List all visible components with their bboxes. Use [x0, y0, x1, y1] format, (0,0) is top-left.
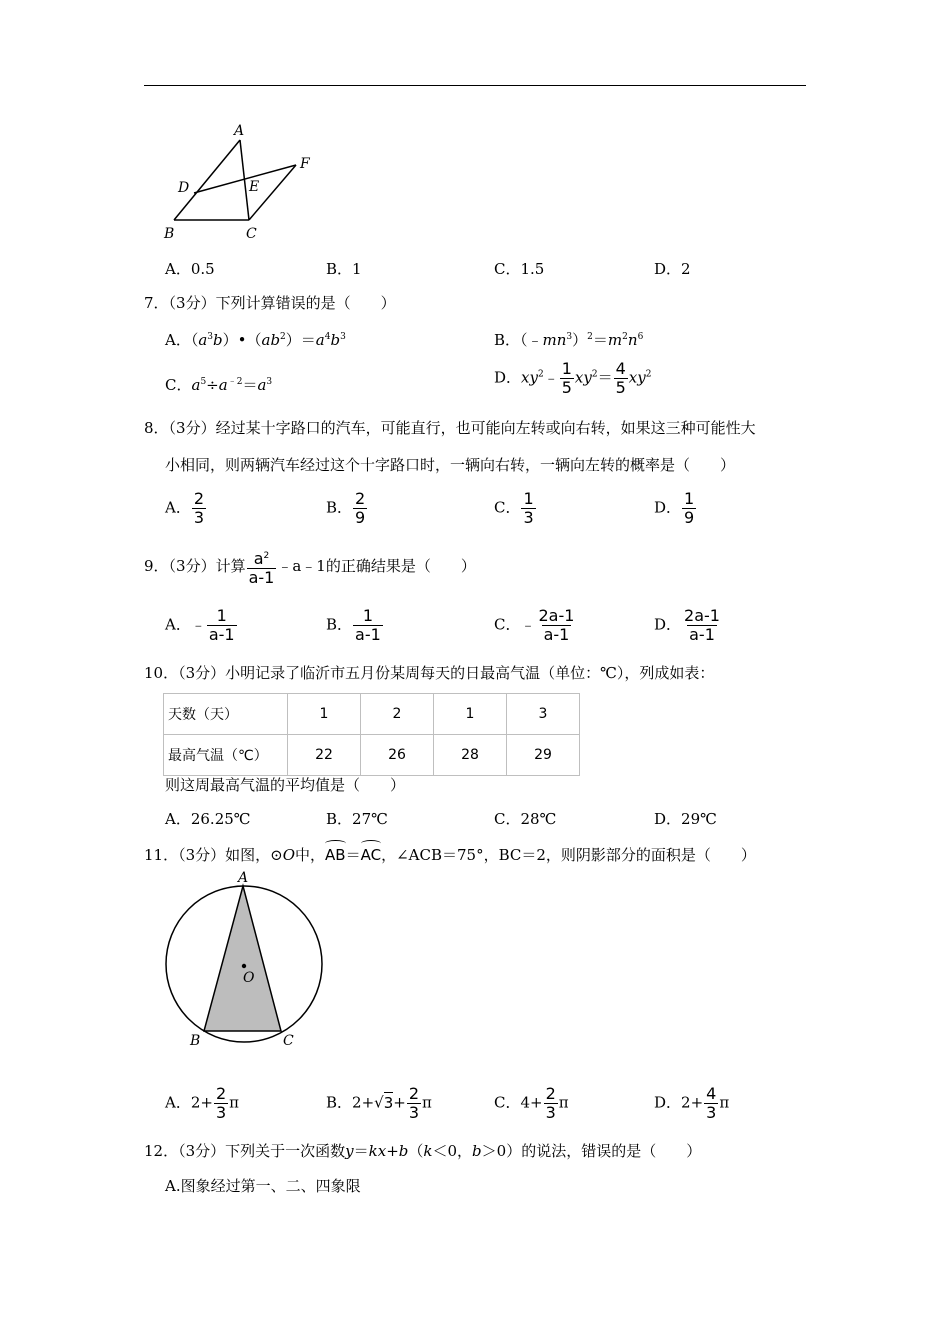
q8-line2: 小相同，则两辆汽车经过这个十字路口时，一辆向右转，一辆向左转的概率是（ ）	[165, 456, 736, 474]
q6-option-a: A．0.5	[165, 260, 215, 278]
label-B: B	[190, 1033, 201, 1049]
q12-stem: 12．（3分）下列关于一次函数y＝kx+b（k＜0，b＞0）的说法，错误的是（ ）	[144, 1142, 702, 1160]
q7-stem: 7．（3分）下列计算错误的是（ ）	[144, 294, 396, 312]
q12-option-a: A.图象经过第一、二、四象限	[165, 1177, 361, 1195]
q7-option-c: C．$a^5\div a^{﹣2}=a^3$	[165, 376, 273, 394]
label-O: O	[243, 970, 255, 986]
table-row	[164, 694, 580, 735]
label-E: E	[249, 179, 260, 195]
q6-option-c: C．1.5	[494, 260, 545, 278]
q9-option-d: D． $\frac{2a-1}{a-1}$	[654, 606, 720, 644]
table-cell: 1	[434, 694, 507, 735]
q9-option-b: B． $\frac{1}{a-1}$	[326, 606, 381, 644]
circle-figure-q11	[160, 868, 330, 1053]
table-cell: 22	[288, 735, 361, 776]
q7-option-d: D．$xy^2﹣$ $\frac{1}{5}$ $xy^2=$ $\frac{4}{5}$ $xy^2$	[494, 359, 652, 397]
table-cell: 29	[507, 735, 580, 776]
q10-option-d: D．29℃	[654, 810, 717, 828]
label-B: B	[164, 226, 175, 242]
label-C: C	[246, 226, 257, 242]
q8-option-b: B． $\frac{2}{9}$	[326, 489, 366, 527]
q8-option-c: C． $\frac{1}{3}$	[494, 489, 534, 527]
q6-option-b: B．1	[326, 260, 362, 278]
table-cell: 2	[361, 694, 434, 735]
temperature-table	[163, 693, 580, 776]
header-rule	[144, 85, 806, 86]
q6-option-d: D．2	[654, 260, 691, 278]
label-A: A	[238, 870, 249, 886]
geometry-figure-q6	[160, 118, 330, 243]
table-cell: 26	[361, 735, 434, 776]
label-F: F	[300, 156, 310, 172]
q8-option-d: D． $\frac{1}{9}$	[654, 489, 695, 527]
q9-stem: 9．（3分）计算 $\frac{a^2}{a-1}$ ﹣a﹣1的正确结果是（ ）	[144, 549, 476, 587]
table-cell: 3	[507, 694, 580, 735]
q11-option-a: A．2+ $\frac{2}{3}$ π	[165, 1084, 239, 1122]
q9-option-a: A．﹣ $\frac{1}{a-1}$	[165, 606, 235, 644]
table-row	[164, 735, 580, 776]
q7-option-a: A．$(a^3b)•(ab^2)=a^4b^3$	[165, 331, 346, 349]
q7-option-b: B．$(﹣mn^3)^2=m^2n^6$	[494, 331, 644, 349]
q11-option-d: D．2+ $\frac{4}{3}$ π	[654, 1084, 730, 1122]
q11-option-c: C．4+ $\frac{2}{3}$ π	[494, 1084, 569, 1122]
label-A: A	[234, 123, 245, 139]
q8-line1: 8．（3分）经过某十字路口的汽车，可能直行，也可能向左转或向右转，如果这三种可能性大	[144, 419, 756, 437]
table-header-days: 天数（天）	[164, 694, 288, 735]
table-header-temp: 最高气温（℃）	[164, 735, 288, 776]
q10-option-a: A．26.25℃	[165, 810, 251, 828]
label-C: C	[283, 1033, 294, 1049]
table-cell: 1	[288, 694, 361, 735]
q11-option-b: B．2+√3+ $\frac{2}{3}$ π	[326, 1084, 432, 1122]
q9-option-c: C．﹣ $\frac{2a-1}{a-1}$	[494, 606, 575, 644]
q10-stem: 10．（3分）小明记录了临沂市五月份某周每天的日最高气温（单位：℃），列成如表：	[144, 664, 715, 682]
q8-option-a: A． $\frac{2}{3}$	[165, 489, 205, 527]
q10-followup: 则这周最高气温的平均值是（ ）	[165, 776, 406, 794]
q10-option-c: C．28℃	[494, 810, 557, 828]
table-cell: 28	[434, 735, 507, 776]
q10-option-b: B．27℃	[326, 810, 388, 828]
q11-stem: 11．（3分）如图，⊙O中，AB＝AC，∠ACB＝75°，BC＝2，则阴影部分的面积是（ ）	[144, 842, 756, 865]
label-D: D	[178, 180, 190, 196]
